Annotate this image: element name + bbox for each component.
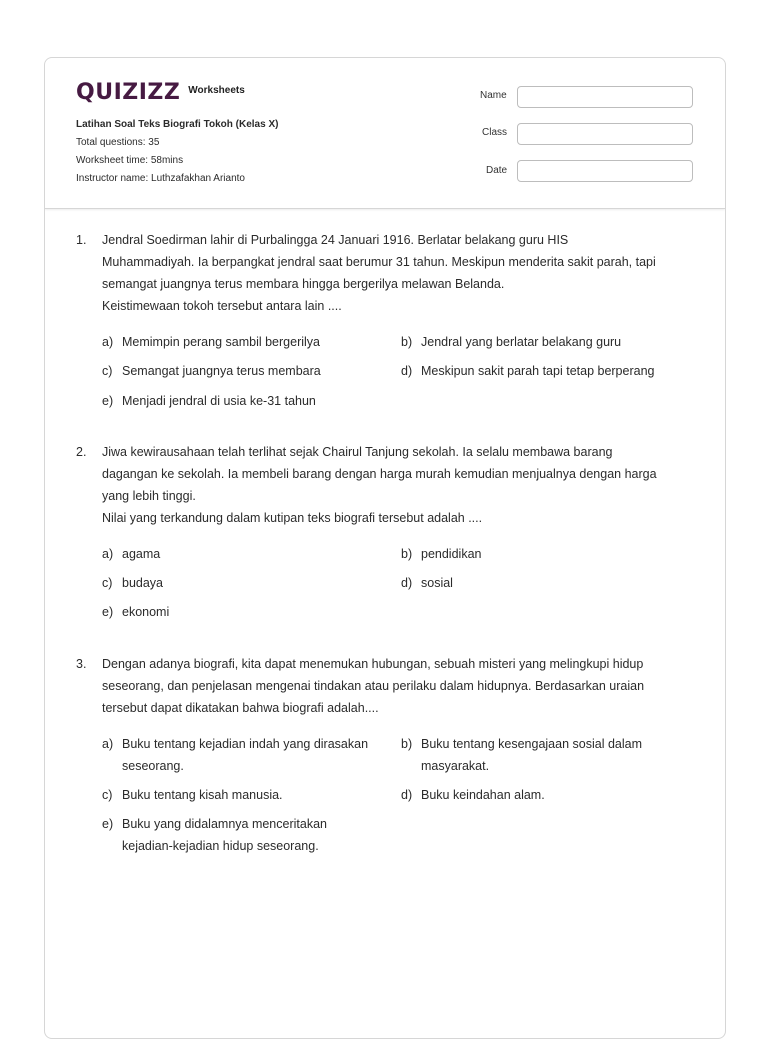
option-letter: b) (401, 335, 413, 349)
logo-subtitle: Worksheets (188, 85, 245, 96)
name-field[interactable] (517, 86, 693, 108)
option-text: Jendral yang berlatar belakang guru (421, 335, 622, 349)
option-letter: e) (102, 394, 114, 408)
option-text: Buku keindahan alam. (421, 788, 545, 802)
option-text: agama (122, 547, 161, 561)
option-letter: b) (401, 547, 413, 561)
option-text: Semangat juangnya terus membara (122, 364, 321, 378)
option-3a[interactable] (102, 733, 392, 777)
option-letter: d) (401, 576, 413, 590)
question-number: 3. (76, 657, 87, 671)
option-text: Buku tentang kejadian indah yang dirasakan seseorang. (122, 737, 369, 773)
date-field[interactable] (517, 160, 693, 182)
option-letter: a) (102, 547, 114, 561)
option-text: budaya (122, 576, 164, 590)
question-text: Jiwa kewirausahaan telah terlihat sejak Chairul Tanjung sekolah. Ia selalu membawa barang dagangan ke sekolah. Ia membeli barang dengan harga murah kemudian menjualnya dengan harga yang lebih tinggi. Nilai yang terkandung dalam kutipan teks biografi tersebut adalah .... (102, 445, 657, 525)
option-letter: c) (102, 364, 113, 378)
worksheet-meta (76, 116, 278, 188)
option-text: Meskipun sakit parah tapi tetap berperang (421, 364, 655, 378)
worksheet-time: Worksheet time: 58mins (76, 155, 184, 166)
option-letter: c) (102, 788, 113, 802)
option-letter: e) (102, 605, 114, 619)
option-text: Buku tentang kisah manusia. (122, 788, 283, 802)
class-field[interactable] (517, 123, 693, 145)
worksheet-header (45, 58, 725, 209)
option-letter: a) (102, 335, 114, 349)
option-text: pendidikan (421, 547, 482, 561)
option-text: Memimpin perang sambil bergerilya (122, 335, 320, 349)
question-1 (76, 229, 696, 317)
logo-row (76, 80, 245, 105)
date-label: Date (486, 165, 508, 176)
option-letter: e) (102, 817, 114, 831)
option-letter: d) (401, 788, 413, 802)
option-text: Menjadi jendral di usia ke-31 tahun (122, 394, 316, 408)
class-label: Class (482, 127, 508, 138)
question-3 (76, 653, 696, 719)
option-text: ekonomi (122, 605, 170, 619)
name-label: Name (480, 90, 507, 101)
worksheet-title: Latihan Soal Teks Biografi Tokoh (Kelas X) (76, 119, 279, 130)
option-letter: c) (102, 576, 113, 590)
question-number: 1. (76, 233, 87, 247)
question-text: Dengan adanya biografi, kita dapat menemukan hubungan, sebuah misteri yang melingkupi hidup seseorang, dan penjelasan mengenai tindakan atau perilaku dalam hidupnya. Berdasarkan uraian tersebut dapat dikatakan bahwa biografi adalah.... (102, 657, 645, 715)
option-3e[interactable] (102, 813, 392, 857)
quizizz-logo: QUIZIZZ (76, 80, 181, 105)
total-questions: Total questions: 35 (76, 137, 160, 148)
option-text: Buku tentang kesengajaan sosial dalam masyarakat. (421, 737, 642, 773)
option-letter: a) (102, 737, 114, 751)
option-text: Buku yang didalamnya menceritakan kejadian-kejadian hidup seseorang. (122, 817, 327, 853)
option-letter: b) (401, 737, 413, 751)
question-number: 2. (76, 445, 87, 459)
instructor-name: Instructor name: Luthzafakhan Arianto (76, 173, 245, 184)
option-3b[interactable] (401, 733, 691, 777)
option-letter: d) (401, 364, 413, 378)
question-2 (76, 441, 696, 529)
option-text: sosial (421, 576, 453, 590)
question-text: Jendral Soedirman lahir di Purbalingga 24 Januari 1916. Berlatar belakang guru HIS Muhammadiyah. Ia berpangkat jendral saat berumur 31 tahun. Meskipun menderita sakit parah, tapi semangat juangnya terus membara hingga bergerilya melawan Belanda. Keistimewaan tokoh tersebut antara lain .... (102, 233, 656, 313)
worksheet-page (44, 57, 726, 1039)
